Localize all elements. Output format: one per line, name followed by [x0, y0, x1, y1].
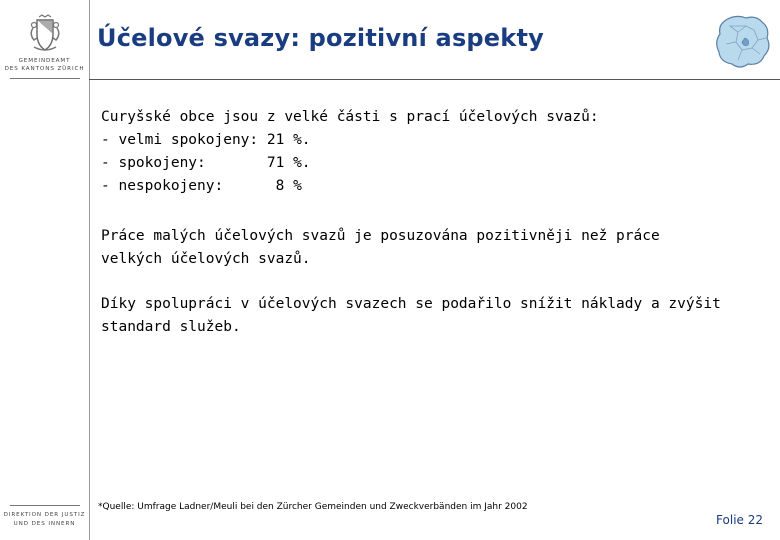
list-item	[101, 152, 761, 175]
organization-name-bottom	[0, 511, 89, 528]
org-bottom-line1: DIREKTION DER JUSTIZ	[3, 512, 86, 518]
result-label: - velmi spokojeny:	[101, 132, 267, 148]
list-item	[101, 129, 761, 152]
result-value: 8 %	[266, 178, 302, 194]
result-value: 71 %.	[266, 155, 311, 171]
header-divider	[89, 79, 780, 80]
result-value: 21 %.	[266, 132, 311, 148]
org-top-line1: GEMEINDEAMT	[18, 58, 71, 64]
paragraph3-line2: standard služeb.	[101, 319, 241, 335]
slide-number: Folie 22	[716, 513, 763, 527]
paragraph-small-vs-large	[101, 225, 761, 271]
org-top-line2: DES KANTONS ZÜRICH	[4, 65, 85, 72]
paragraph2-line2: velkých účelových svazů.	[101, 251, 311, 267]
paragraph2-line1: Práce malých účelových svazů je posuzována pozitivněji než práce	[101, 228, 660, 244]
coat-of-arms-logo	[25, 14, 65, 54]
canton-map-icon	[712, 12, 774, 72]
result-label: - spokojeny:	[101, 155, 267, 171]
slide-body	[101, 106, 761, 339]
sidebar-divider-top	[10, 78, 80, 79]
sidebar-divider-bottom	[10, 505, 80, 506]
left-sidebar	[0, 0, 90, 540]
source-footnote: *Quelle: Umfrage Ladner/Meuli bei den Zürcher Gemeinden und Zweckverbänden im Jahr 2002	[98, 502, 528, 512]
org-bottom-line2: UND DES INNERN	[13, 520, 76, 527]
survey-result-list	[101, 129, 761, 198]
result-label: - nespokojeny:	[101, 178, 267, 194]
paragraph3-line1: Díky spolupráci v účelových svazech se podařilo snížit náklady a zvýšit	[101, 296, 721, 312]
paragraph-cost-reduction	[101, 293, 761, 339]
slide-title: Účelové svazy: pozitivní aspekty	[97, 24, 544, 52]
list-item	[101, 175, 761, 198]
organization-name-top	[0, 58, 89, 73]
intro-text: Curyšské obce jsou z velké části s prací účelových svazů:	[101, 109, 599, 125]
